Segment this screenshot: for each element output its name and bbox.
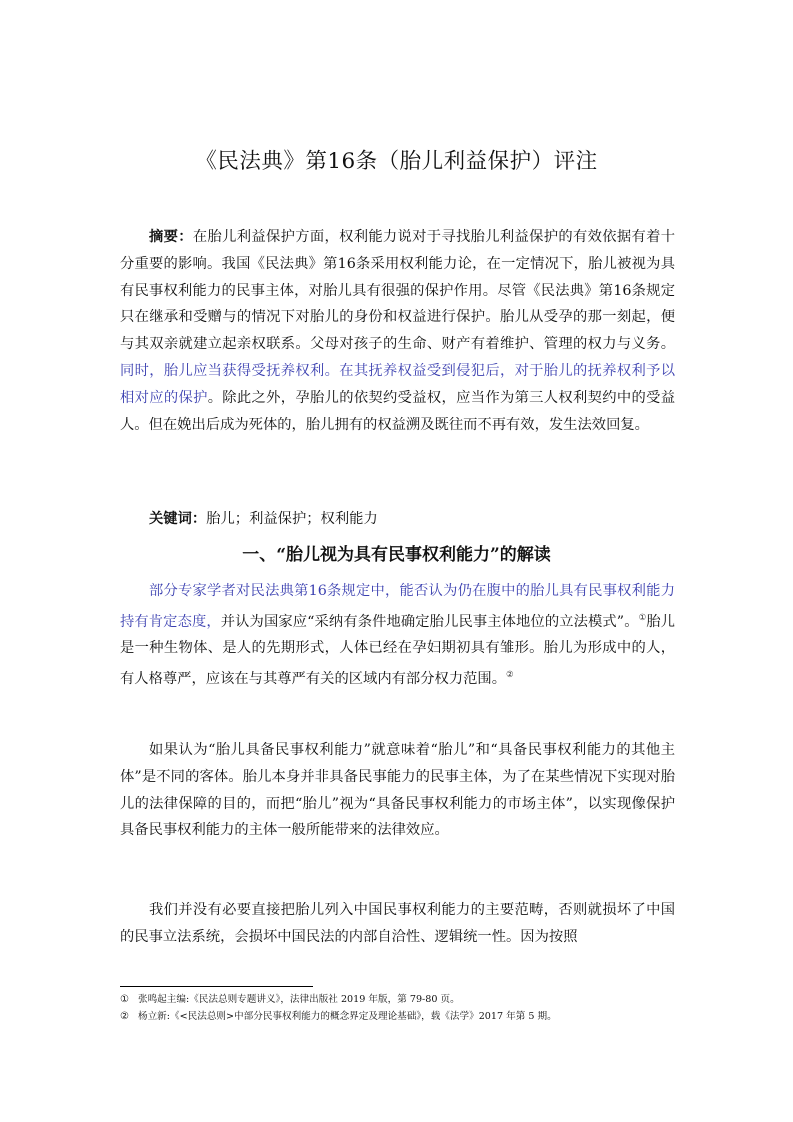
paragraph-highlight: 部分专家学者对民法典第16条规定中，能否认为仍在腹中的胎儿具有民事权利能力持有肯定态度， — [120, 583, 675, 630]
paragraph-text-a: 并认为国家应“采纳有条件地确定胎儿民事主体地位的立法模式”。 — [220, 613, 639, 630]
footnote-1 — [120, 993, 720, 1007]
section-heading: 一、“胎儿视为具有民事权利能力”的解读 — [242, 545, 551, 565]
footnote-number: ② — [120, 1011, 129, 1022]
abstract-text-1: 在胎儿利益保护方面，权利能力说对于寻找胎儿利益保护的有效依据有着十分重要的影响。我国《民法典》第16条采用权利能力论，在一定情况下，胎儿被视为具有民事权利能力的民事主体，对胎儿具有很强的保护作用。尽管《民法典》第16条规定只在继承和受赠与的情况下对胎儿的身份和权益进行保护。胎儿从受孕的那一刻起，便与其双亲就建立起亲权联系。父母对孩子的生命、财产有着维护、管理的权力与义务。 — [120, 229, 676, 353]
footnote-ref-2[interactable]: ② — [506, 670, 514, 681]
footnote-text: 杨立新:《<民法总则>中部分民事权利能力的概念界定及理论基础》，载《法学》2017 年第 5 期。 — [138, 1011, 557, 1022]
footnote-text: 张鸣起主编:《民法总则专题讲义》，法律出版社 2019 年版，第 79-80 页。 — [138, 994, 460, 1005]
abstract-label: 摘要： — [149, 229, 193, 245]
paragraph-text-b: 胎儿是一种生物体、是人的先期形式，人体已经在孕妇期初具有雏形。胎儿为形成中的人，有人格尊严，应该在与其尊严有关的区域内有部分权力范围。 — [120, 613, 676, 687]
page-title: 《民法典》第16条（胎儿利益保护）评注 — [195, 149, 598, 174]
section-paragraph-1 — [120, 578, 675, 693]
footnote-ref-1[interactable]: ① — [638, 612, 647, 623]
abstract-highlight: 同时，胎儿应当获得受抚养权利。在其抚养权益受到侵犯后，对于胎儿的抚养权利予以相对应的保护 — [120, 362, 675, 406]
footnote-divider — [120, 986, 313, 987]
footnote-number: ① — [120, 994, 129, 1005]
section-paragraph-2: 如果认为“胎儿具备民事权利能力”就意味着“胎儿”和“具备民事权利能力的其他主体”是不同的客体。胎儿本身并非具备民事能力的民事主体，为了在某些情况下实现对胎儿的法律保障的目的，而把“胎儿”视为“具备民事权利能力的市场主体”，以实现像保护具备民事权利能力的主体一般所能带来的法律效应。 — [120, 742, 675, 839]
footnote-2 — [120, 1010, 720, 1024]
keywords-label: 关键词： — [149, 511, 207, 527]
abstract-paragraph — [120, 224, 675, 438]
section-paragraph-3: 我们并没有必要直接把胎儿列入中国民事权利能力的主要范畴，否则就损坏了中国的民事立法系统，会损坏中国民法的内部自洽性、逻辑统一性。因为按照 — [120, 902, 675, 945]
keywords-text: 胎儿；利益保护；权利能力 — [206, 511, 378, 527]
keywords-paragraph — [120, 506, 675, 533]
abstract-text-2: 。除此之外，孕胎儿的依契约受益权，应当作为第三人权利契约中的受益人。但在娩出后成为死体的，胎儿拥有的权益溯及既往而不再有效，发生法效回复。 — [120, 389, 676, 433]
